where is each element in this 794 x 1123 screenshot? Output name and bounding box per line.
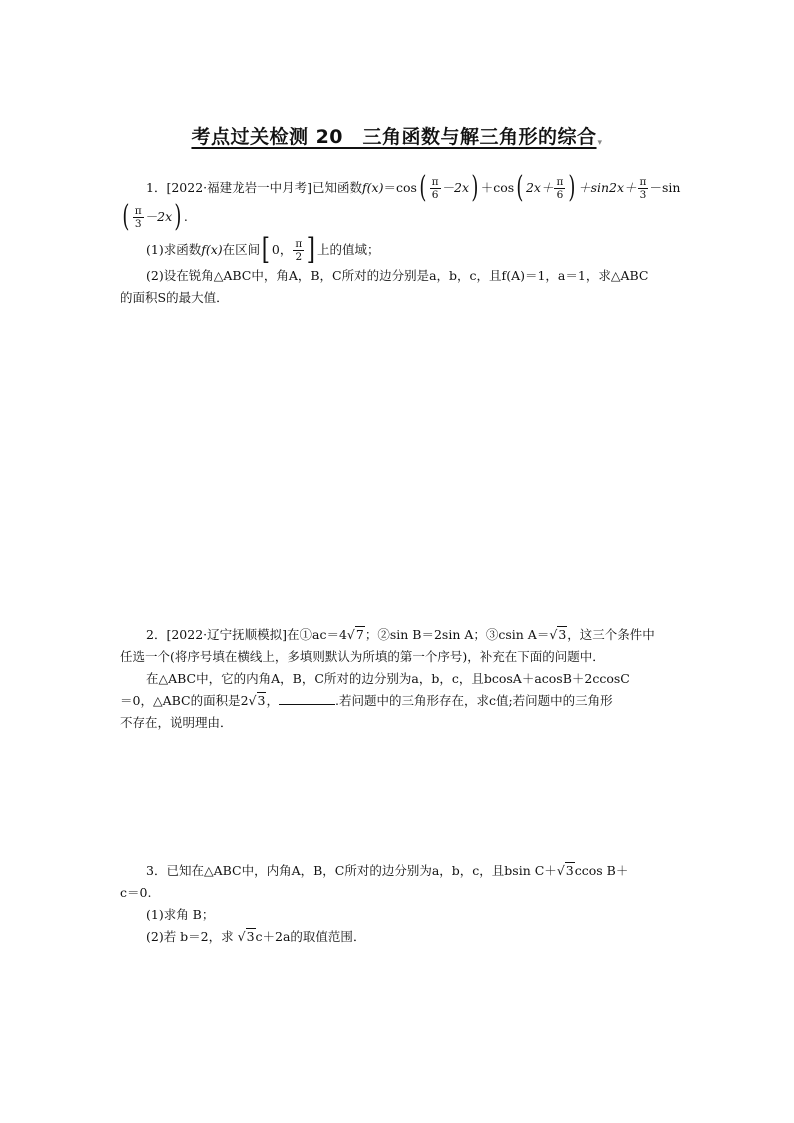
frac-pi-3 [133,205,144,230]
q1-term: －2x [441,180,470,195]
q1-end: . [183,209,188,224]
q1-line-2 [120,199,680,234]
sqrt-7: √7 [346,627,364,642]
title-text: 考点过关检测 20 三角函数与解三角形的综合 [191,126,597,148]
bracket-close: ] [307,232,316,267]
q3-line-2: c＝0. [120,885,152,900]
q1-line-1 [120,170,681,205]
q3-number: 3． [146,863,167,878]
sqrt-3: √3 [556,863,574,878]
q2-line-3: 在△ABC中，它的内角A，B，C所对的边分别为a，b，c，且bcosA＋acosB＋2ccosC [146,671,630,686]
paren-close: ) [568,170,576,205]
q2-number: 2． [146,627,167,642]
sqrt-3: √3 [248,693,266,708]
q3-part-2 [120,926,680,948]
frac-num: π [134,205,142,217]
frac-num: π [556,176,564,188]
radicand: 3 [558,627,567,642]
q1-term: －2x [144,209,173,224]
q1-term: 2x＋ [525,180,554,195]
q3-text: (2)若 b＝2，求 [146,929,238,944]
q3-line-1 [120,860,680,882]
frac-den: 2 [295,251,303,263]
q1-source: [2022·福建龙岩一中月考] [166,180,312,195]
q1-fx: f(x) [362,180,384,195]
q2-text: ，这三个条件中 [567,627,655,642]
radicand: 3 [565,863,574,878]
fill-in-blank[interactable] [279,692,335,705]
radicand: 3 [246,929,255,944]
q1-part-2-line-2: 的面积S的最大值． [120,290,229,305]
title-marker-icon: ▾ [597,138,603,148]
radicand: 3 [257,693,266,708]
paren-close: ) [471,170,479,205]
frac-pi-6 [554,176,565,201]
q1-fx: f(x) [201,242,223,257]
bracket-open: [ [261,232,271,267]
paren-open: ( [419,170,427,205]
q1-part-1 [120,232,680,267]
frac-den: 6 [431,189,439,201]
frac-den: 3 [134,218,142,230]
q2-line-5: 不存在，说明理由． [120,715,233,730]
q3-text: ccos B＋ [574,863,629,878]
q1-p1-text: 在区间 [222,242,261,257]
frac-num: π [431,176,439,188]
q2-source: [2022·辽宁抚顺模拟] [166,627,287,642]
frac-pi-3 [638,176,649,201]
sqrt-3: √3 [237,929,255,944]
q1-term: －sin [649,180,681,195]
sqrt-3: √3 [549,627,567,642]
frac-pi-6 [430,176,441,201]
q2-line-4 [120,690,680,712]
q1-part-2-line-1: (2)设在锐角△ABC中，角A，B，C所对的边分别是a，b，c，且f(A)＝1，a＝1，求△ABC [146,268,649,283]
q3-text: c＋2a的取值范围． [255,929,366,944]
q1-interval-start: 0， [271,242,293,257]
q2-line-2: 任选一个(将序号填在横线上，多填则默认为所填的第一个序号)，补充在下面的问题中． [120,649,605,664]
radicand: 7 [355,627,364,642]
q1-p1-text: 上的值域； [316,242,380,257]
frac-num: π [295,238,303,250]
q1-number: 1． [146,180,167,195]
frac-pi-2 [293,238,304,263]
paren-open: ( [122,199,130,234]
q1-eq: ＝cos [383,180,417,195]
q2-line-1 [120,624,680,646]
q3-text: 已知在△ABC中，内角A，B，C所对的边分别为a，b，c，且bsin C＋ [166,863,557,878]
q2-text: ；②sin B＝2sin A；③csin A＝ [364,627,550,642]
q3-part-1: (1)求角 B； [146,907,215,922]
page-title [0,122,794,149]
q1-term: ＋cos [480,180,515,195]
q2-text: .若问题中的三角形存在，求c值;若问题中的三角形 [334,693,613,708]
frac-num: π [639,176,647,188]
question-3 [120,860,680,948]
q2-text: ＝0，△ABC的面积是2 [120,693,249,708]
q1-stem: 已知函数 [312,180,363,195]
paren-open: ( [516,170,524,205]
frac-den: 6 [556,189,564,201]
q2-text: 在①ac＝4 [287,627,347,642]
q1-p1-text: (1)求函数 [146,242,202,257]
question-1 [120,170,681,309]
frac-den: 3 [639,189,647,201]
q1-term: ＋sin2x＋ [578,180,637,195]
q2-text: ， [266,693,279,708]
question-2 [120,624,680,734]
paren-close: ) [174,199,182,234]
